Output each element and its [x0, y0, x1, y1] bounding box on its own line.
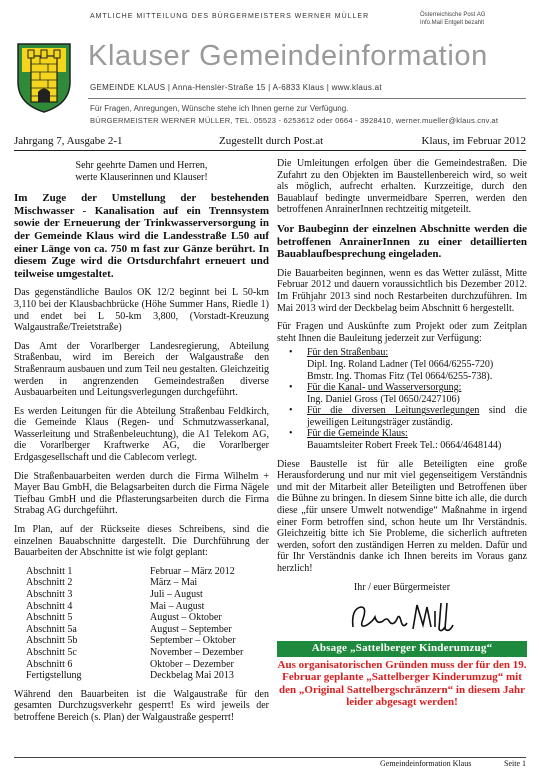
schedule-table [26, 566, 243, 682]
bullet-icon: • [289, 405, 293, 417]
right-column [277, 158, 527, 708]
contact-line: Ing. Daniel Gross (Tel 0650/2427106) [307, 393, 460, 405]
table-row [26, 601, 243, 613]
contact-line: Bmstr. Ing. Thomas Fitz (Tel 0664/6255-738). [307, 370, 493, 382]
paragraph: Die Umleitungen erfolgen über die Gemeindestraßen. Die Zufahrt zu den Objekten im Baustellenbereich wird, so weit als möglich, aufrecht erhalten. Kurzzeitige, durch den Bauablauf bedingte unvermeidbare Sperren, werden den betroffenen AnrainerInnen rechtzeitig mitgeteilt. [277, 158, 527, 216]
schedule-section: Abschnitt 2 [26, 577, 73, 589]
schedule-period: Deckbelag Mai 2013 [150, 670, 234, 682]
post-notice-line: Österreichische Post AG [420, 12, 486, 18]
footer-divider [14, 757, 526, 758]
schedule-section: Abschnitt 6 [26, 658, 73, 670]
contact-heading: Für die Kanal- und Wasserversorgung: [307, 382, 462, 394]
issue-divider [14, 150, 526, 151]
intro-paragraph: Im Zuge der Umstellung der bestehenden Mischwasser - Kanalisation auf ein Trennsystem sowie der Erneuerung der Trinkwasserversorgung in der Gemeinde Klaus wird die Landesstraße L50 auf einer Länge von ca. 750 m fast zur Gänze berührt. In diesem Zuge wird die Ortsdurchfahrt erneuert und teilweise umgestaltet. [14, 192, 269, 280]
post-notice [420, 12, 485, 27]
table-row [26, 635, 243, 647]
schedule-section: Abschnitt 4 [26, 600, 73, 612]
paragraph: Für Fragen und Auskünfte zum Projekt oder zum Zeitplan steht Ihnen die Bauleitung jederzeit zur Verfügung: [277, 321, 527, 344]
paragraph: Die Bauarbeiten beginnen, wenn es das Wetter zulässt, Mitte Februar 2012 und dauern voraussichtlich bis Dezember 2012. Im Frühjahr 2013 sind noch Restarbeiten durchzuführen. Im Mai 2013 wird der Deckbelag beim Abschnitt 6 hergestellt. [277, 267, 527, 314]
contact-heading: Für die Gemeinde Klaus: [307, 428, 408, 440]
masthead-divider [88, 98, 526, 99]
bullet-icon: • [289, 347, 293, 359]
schedule-section: Fertigstellung [26, 670, 82, 682]
issue-volume: Jahrgang 7, Ausgabe 2-1 [14, 135, 123, 147]
klaus-coat-of-arms-icon [16, 42, 72, 114]
page-number: Seite 1 [504, 759, 526, 768]
schedule-period: November – Dezember [150, 646, 244, 658]
schedule-period: Mai – August [150, 600, 205, 612]
paragraph: Es werden Leitungen für die Abteilung Straßenbau Feldkirch, die Gemeinde Klaus (Regen- und Schmutzwasserkanal, Wasserleitung und Straßenbeleuchtung), die A1 Telekom AG, die Vorarlberger Kraftwerke AG, die Vorarlberger Erdgasgesellschaft und die Cablecom verlegt. [14, 405, 269, 464]
masthead-contact-intro: Für Fragen, Anregungen, Wünsche stehe ich Ihnen gerne zur Verfügung. [90, 104, 349, 113]
bold-notice: Vor Baubeginn der einzelnen Abschnitte werden die betroffenen AnrainerInnen zu einer detaillierten Bauablaufbesprechung eingeladen. [277, 222, 527, 261]
table-row [26, 577, 243, 589]
contact-list [277, 347, 527, 451]
schedule-section: Abschnitt 5b [26, 635, 78, 647]
issue-line [14, 135, 526, 147]
contact-line: Bauamtsleiter Robert Freek Tel.: 0664/4648144) [307, 440, 502, 452]
schedule-section: Abschnitt 1 [26, 565, 73, 577]
schedule-section: Abschnitt 5c [26, 646, 77, 658]
greeting-line: Sehr geehrte Damen und Herren, [75, 160, 208, 171]
list-item [277, 428, 527, 451]
greeting-line: werte Klauserinnen und Klauser! [75, 171, 208, 183]
signature-icon [347, 599, 457, 637]
contact-heading: Für die diversen Leitungsverlegungen [307, 405, 480, 417]
post-notice-line: Info.Mail Entgelt bezahlt [420, 19, 485, 26]
paragraph: Im Plan, auf der Rückseite dieses Schreibens, sind die einzelnen Bauabschnitte dargestellt. Die Durchführung der Bauarbeiten der Abschnitte ist wie folgt geplant: [14, 524, 269, 559]
closing: Ihr / euer Bürgermeister [353, 581, 451, 593]
table-row [26, 624, 243, 636]
schedule-period: Juli – August [150, 589, 203, 600]
contact-combined [307, 405, 527, 428]
masthead-address: GEMEINDE KLAUS | Anna-Hensler-Straße 15 | A-6833 Klaus | www.klaus.at [90, 83, 382, 92]
list-item [277, 405, 527, 428]
cancellation-banner: Absage „Sattelberger Kinderumzug“ [277, 641, 527, 657]
greeting [14, 160, 269, 183]
schedule-period: September – Oktober [150, 635, 236, 647]
paragraph: Das Amt der Vorarlberger Landesregierung, Abteilung Straßenbau, wird im Bereich der Walgaustraße den Straßenraum ausbauen und zum Teil neu gestalten. Gleichzeitig werden in angrenzenden Gemeindestraßen diverse Ausbauarbeiten und Leitungsverlegungen durchgeführt. [14, 340, 269, 399]
issue-delivery: Zugestellt durch Post.at [219, 135, 324, 147]
masthead-title: Klauser Gemeindeinformation [88, 40, 488, 72]
schedule-period: August – Oktober [150, 612, 222, 624]
table-row [26, 612, 243, 624]
schedule-section: Abschnitt 3 [26, 589, 73, 600]
paragraph: Die Straßenbauarbeiten werden durch die Firma Wilhelm + Mayer Bau GmbH, die Belagsarbeiten durch die Firma Nägele Tiefbau GmbH und die Pflasterungsarbeiten durch die Firma Strabag AG durchgeführt. [14, 470, 269, 517]
paragraph: Während den Bauarbeiten ist die Walgaustraße für den gesamten Durchzugsverkehr gesperrt! Es wird jeweils der betroffene Bereich (s. Plan) der Walgaustraße gesperrt! [14, 688, 269, 723]
table-row [26, 566, 243, 578]
table-row [26, 670, 243, 682]
list-item [277, 382, 527, 405]
contact-heading: Für den Straßenbau: [307, 347, 389, 359]
issue-date: Klaus, im Februar 2012 [421, 135, 526, 147]
cancellation-text: Aus organisatorischen Gründen muss der für den 19. Februar geplante „Sattelberger Kinderumzug“ mit den „Original Sattelbergschränzern“ in diesem Jahr leider abgesagt werden! [277, 658, 527, 708]
masthead-contact-details: BÜRGERMEISTER WERNER MÜLLER, TEL. 05523 - 6253612 oder 0664 - 3928410, werner.mueller@klaus.cnv.at [90, 116, 499, 125]
masthead-official-line: AMTLICHE MITTEILUNG DES BÜRGERMEISTERS WERNER MÜLLER [90, 13, 370, 20]
contact-line: Dipl. Ing. Roland Ladner (Tel 0664/6255-720) [307, 358, 494, 370]
schedule-period: März – Mai [150, 577, 198, 589]
schedule-section: Abschnitt 5a [26, 623, 77, 635]
table-row [26, 659, 243, 671]
paragraph: Diese Baustelle ist für alle Beteiligten eine große Herausforderung und nur mit viel gegenseitigem Verständnis und mit der Mitarbeit aller Beteiligten und Betroffenen über die Bühne zu bringen. In diesem Sinne bitte ich alle, die durch diese „für unsere Umwelt notwendige“ Maßnahme in irgend einer Form betroffen sind, schon heute um Ihr Verständnis. Gleichzeitig bitte ich Sie Probleme, die sicherlich auftreten werden, sofort den zuständigen Herren zu melden. Dafür und für Ihr Verständnis danke ich Ihnen bereits im Voraus ganz herzlich! [277, 458, 527, 574]
schedule-period: August – September [150, 623, 232, 635]
list-item [277, 347, 527, 382]
left-column [14, 158, 269, 731]
table-row [26, 647, 243, 659]
contact-tail: sind die jeweiligen Leitungsträger zuständig. [307, 405, 528, 428]
schedule-period: Oktober – Dezember [150, 658, 234, 670]
schedule-period: Februar – März 2012 [150, 565, 235, 577]
footer-title: Gemeindeinformation Klaus [380, 759, 472, 768]
schedule-section: Abschnitt 5 [26, 612, 73, 624]
paragraph: Das gegenständliche Baulos OK 12/2 beginnt bei L 50-km 3,110 bei der Klausbachbrücke (Höhe Summer Hans, Riedle 1) und endet bei L 50-km 3,800, (Vorstadt-Kreuzung Walgaustraße/Treietstraße) [14, 287, 269, 334]
bullet-icon: • [289, 382, 293, 394]
bullet-icon: • [289, 428, 293, 440]
table-row [26, 589, 243, 601]
